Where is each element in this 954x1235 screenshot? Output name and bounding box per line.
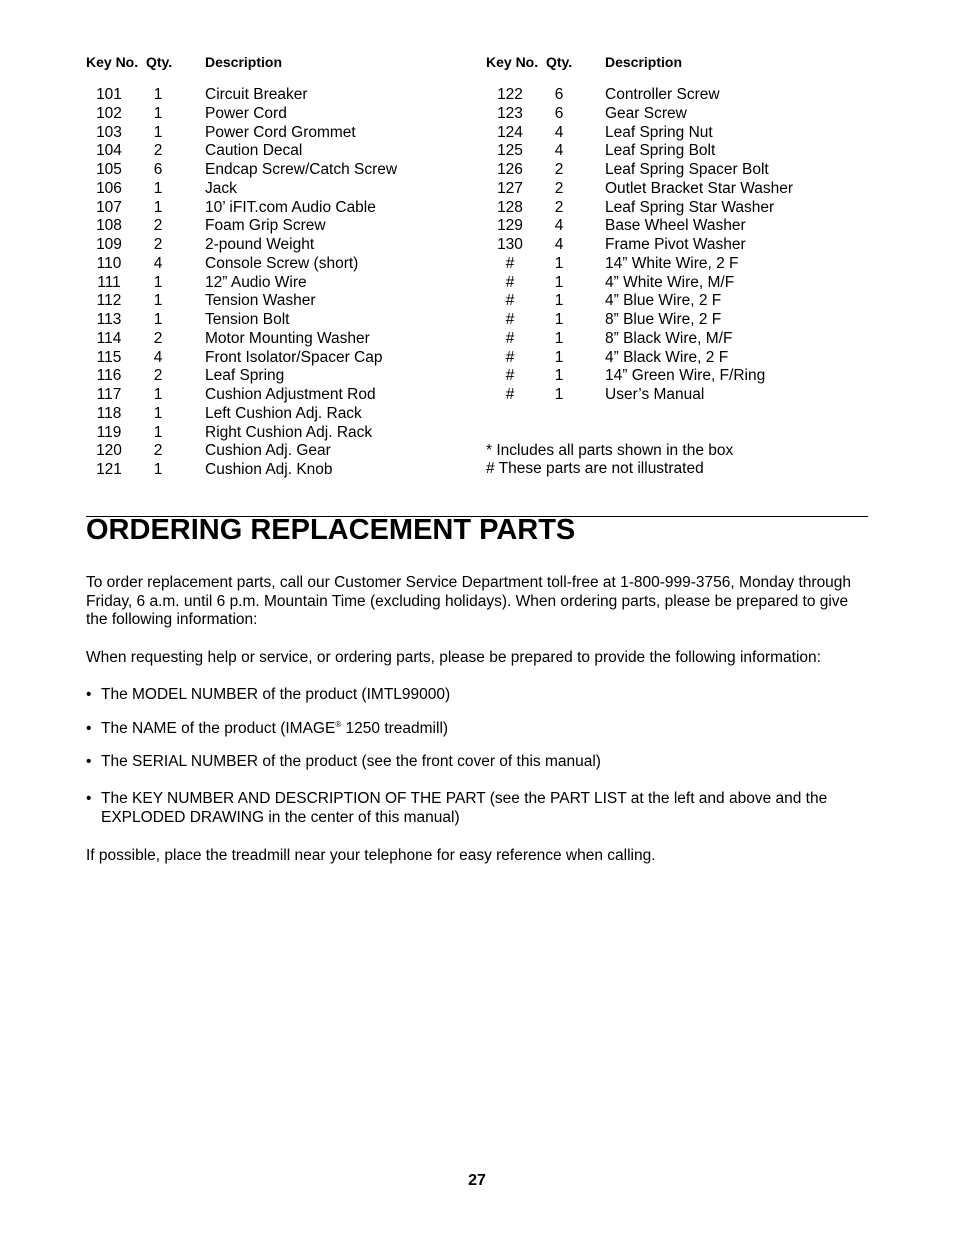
right-qty-header: Qty. bbox=[546, 54, 573, 70]
part-description: Frame Pivot Washer bbox=[605, 236, 746, 253]
part-key-number: 130 bbox=[497, 236, 523, 253]
part-quantity: 2 bbox=[153, 442, 163, 460]
part-quantity: 1 bbox=[554, 273, 564, 291]
part-description: 4” White Wire, M/F bbox=[605, 273, 735, 291]
part-key-number: 126 bbox=[497, 161, 523, 178]
part-quantity: 2 bbox=[554, 179, 564, 197]
part-key-number: 112 bbox=[96, 292, 122, 310]
part-key-number: 102 bbox=[96, 104, 122, 122]
part-quantity: 1 bbox=[554, 329, 564, 347]
bullet-text: The SERIAL NUMBER of the product (see the front cover of this manual) bbox=[101, 753, 601, 770]
part-quantity: 1 bbox=[153, 386, 163, 403]
part-key-number: 127 bbox=[497, 179, 523, 197]
part-key-number: 125 bbox=[497, 142, 523, 160]
part-description: Outlet Bracket Star Washer bbox=[605, 179, 794, 197]
part-key-number: 103 bbox=[96, 123, 122, 141]
part-quantity: 1 bbox=[153, 461, 163, 478]
part-key-number: 128 bbox=[497, 198, 523, 216]
closing-paragraph: If possible, place the treadmill near your telephone for easy reference when calling. bbox=[86, 847, 656, 864]
part-description: Leaf Spring Bolt bbox=[605, 142, 716, 160]
part-quantity: 1 bbox=[554, 292, 564, 310]
part-key-number: 110 bbox=[96, 254, 122, 272]
part-key-number: 118 bbox=[96, 404, 122, 422]
bullet-text: The MODEL NUMBER of the product (IMTL99000) bbox=[101, 686, 451, 703]
part-key-number: 115 bbox=[96, 348, 122, 366]
part-quantity: 2 bbox=[153, 367, 163, 385]
part-key-number: # bbox=[505, 292, 515, 310]
part-description: Jack bbox=[205, 179, 237, 197]
part-description: Foam Grip Screw bbox=[205, 217, 326, 235]
bullet-text bbox=[101, 720, 861, 739]
part-description: Leaf Spring Star Washer bbox=[605, 198, 775, 216]
right-desc-header: Description bbox=[605, 54, 683, 70]
part-description: 14” White Wire, 2 F bbox=[605, 254, 739, 272]
part-quantity: 1 bbox=[554, 254, 564, 272]
part-key-number: 107 bbox=[96, 198, 122, 216]
right-key-header: Key No. bbox=[486, 54, 539, 70]
part-quantity: 1 bbox=[153, 404, 163, 422]
part-description: Controller Screw bbox=[605, 86, 720, 103]
part-quantity: 1 bbox=[153, 423, 163, 441]
part-description: Leaf Spring bbox=[205, 367, 285, 385]
part-key-number: 120 bbox=[96, 442, 122, 460]
part-key-number: # bbox=[505, 254, 515, 272]
part-description: Power Cord Grommet bbox=[205, 123, 356, 141]
parts-note-not-illustrated: # These parts are not illustrated bbox=[486, 460, 704, 477]
part-key-number: 123 bbox=[497, 104, 523, 122]
registered-mark: ® bbox=[335, 719, 342, 729]
part-key-number: 122 bbox=[497, 86, 523, 103]
part-description: Endcap Screw/Catch Screw bbox=[205, 161, 398, 178]
part-key-number: 121 bbox=[96, 461, 122, 478]
part-key-number: # bbox=[505, 348, 515, 366]
part-key-number: 111 bbox=[97, 273, 121, 291]
left-desc-header: Description bbox=[205, 54, 283, 70]
part-key-number: 113 bbox=[96, 311, 122, 328]
part-quantity: 6 bbox=[153, 161, 163, 178]
part-key-number: 129 bbox=[497, 217, 523, 235]
part-key-number: # bbox=[505, 367, 515, 385]
part-key-number: # bbox=[505, 311, 515, 328]
part-key-number: 119 bbox=[96, 423, 122, 441]
part-quantity: 1 bbox=[153, 198, 163, 216]
part-key-number: # bbox=[505, 273, 515, 291]
part-quantity: 1 bbox=[153, 123, 163, 141]
part-description: 10’ iFIT.com Audio Cable bbox=[205, 198, 376, 216]
part-quantity: 4 bbox=[554, 142, 564, 160]
bullet-marker: • bbox=[86, 720, 92, 737]
part-quantity: 2 bbox=[153, 329, 163, 347]
part-key-number: 106 bbox=[96, 179, 122, 197]
part-description: Caution Decal bbox=[205, 142, 303, 160]
part-description: Motor Mounting Washer bbox=[205, 329, 370, 347]
part-key-number: # bbox=[505, 386, 515, 403]
part-key-number: 101 bbox=[96, 86, 122, 103]
bullet-marker: • bbox=[86, 686, 92, 703]
part-key-number: 116 bbox=[96, 367, 122, 385]
bullet-marker: • bbox=[86, 790, 92, 807]
part-description: 2-pound Weight bbox=[205, 236, 315, 253]
left-key-header: Key No. bbox=[86, 54, 139, 70]
part-description: 12” Audio Wire bbox=[205, 273, 307, 291]
parts-note-included: * Includes all parts shown in the box bbox=[486, 442, 734, 459]
part-quantity: 1 bbox=[153, 292, 163, 310]
part-quantity: 1 bbox=[554, 367, 564, 385]
part-quantity: 1 bbox=[554, 311, 564, 328]
part-description: Power Cord bbox=[205, 104, 287, 122]
part-key-number: 117 bbox=[96, 386, 122, 403]
part-description: 8” Black Wire, M/F bbox=[605, 329, 733, 347]
part-description: Leaf Spring Nut bbox=[605, 123, 713, 141]
part-description: Base Wheel Washer bbox=[605, 217, 746, 235]
part-quantity: 4 bbox=[554, 236, 564, 253]
part-quantity: 1 bbox=[153, 104, 163, 122]
part-key-number: 114 bbox=[96, 329, 122, 347]
part-description: Cushion Adj. Knob bbox=[205, 461, 333, 478]
intro-paragraph: To order replacement parts, call our Customer Service Department toll-free at 1-800-999-3756, Monday through Friday, 6 a.m. until 6 p.m. Mountain Time (excluding holidays). When ordering parts, please be prepared to give the following information: bbox=[86, 574, 852, 628]
section-title: ORDERING REPLACEMENT PARTS bbox=[86, 514, 576, 546]
part-description: User’s Manual bbox=[605, 386, 705, 403]
part-description: Circuit Breaker bbox=[205, 86, 308, 103]
part-description: Tension Bolt bbox=[205, 311, 290, 328]
part-quantity: 4 bbox=[153, 254, 163, 272]
part-quantity: 4 bbox=[153, 348, 163, 366]
bullet-text: The KEY NUMBER AND DESCRIPTION OF THE PART (see the PART LIST at the left and above and the EXPLODED DRAWING in the center of this manual) bbox=[101, 790, 828, 826]
part-quantity: 1 bbox=[554, 348, 564, 366]
bullet-marker: • bbox=[86, 753, 92, 770]
part-quantity: 6 bbox=[554, 104, 564, 122]
part-key-number: 104 bbox=[96, 142, 122, 160]
part-quantity: 2 bbox=[153, 142, 163, 160]
part-description: 4” Black Wire, 2 F bbox=[605, 348, 729, 366]
page-number: 27 bbox=[468, 1172, 486, 1189]
part-quantity: 1 bbox=[153, 86, 163, 103]
part-quantity: 1 bbox=[153, 311, 163, 328]
part-key-number: 109 bbox=[96, 236, 122, 253]
part-description: Leaf Spring Spacer Bolt bbox=[605, 161, 769, 178]
part-quantity: 4 bbox=[554, 217, 564, 235]
part-description: Tension Washer bbox=[205, 292, 316, 310]
part-description: 8” Blue Wire, 2 F bbox=[605, 311, 722, 328]
part-description: Cushion Adj. Gear bbox=[205, 442, 331, 460]
part-description: Right Cushion Adj. Rack bbox=[205, 423, 373, 441]
part-description: Gear Screw bbox=[605, 104, 687, 122]
part-description: Front Isolator/Spacer Cap bbox=[205, 348, 383, 366]
part-key-number: # bbox=[505, 329, 515, 347]
left-qty-header: Qty. bbox=[146, 54, 173, 70]
part-description: Cushion Adjustment Rod bbox=[205, 386, 376, 403]
part-quantity: 4 bbox=[554, 123, 564, 141]
part-quantity: 2 bbox=[153, 236, 163, 253]
part-description: 4” Blue Wire, 2 F bbox=[605, 292, 722, 310]
part-description: Console Screw (short) bbox=[205, 254, 359, 272]
part-quantity: 1 bbox=[554, 386, 564, 403]
part-key-number: 108 bbox=[96, 217, 122, 235]
request-paragraph: When requesting help or service, or ordering parts, please be prepared to provide the following information: bbox=[86, 649, 821, 666]
part-quantity: 2 bbox=[554, 161, 564, 178]
part-quantity: 6 bbox=[554, 86, 564, 103]
part-description: 14” Green Wire, F/Ring bbox=[605, 367, 766, 385]
part-quantity: 1 bbox=[153, 179, 163, 197]
part-description: Left Cushion Adj. Rack bbox=[205, 404, 362, 422]
name-text-end: 1250 treadmill) bbox=[341, 720, 449, 737]
part-quantity: 2 bbox=[554, 198, 564, 216]
part-key-number: 105 bbox=[96, 161, 122, 178]
part-key-number: 124 bbox=[497, 123, 523, 141]
part-quantity: 2 bbox=[153, 217, 163, 235]
part-quantity: 1 bbox=[153, 273, 163, 291]
name-text-start: The NAME of the product (IMAGE bbox=[101, 720, 336, 737]
